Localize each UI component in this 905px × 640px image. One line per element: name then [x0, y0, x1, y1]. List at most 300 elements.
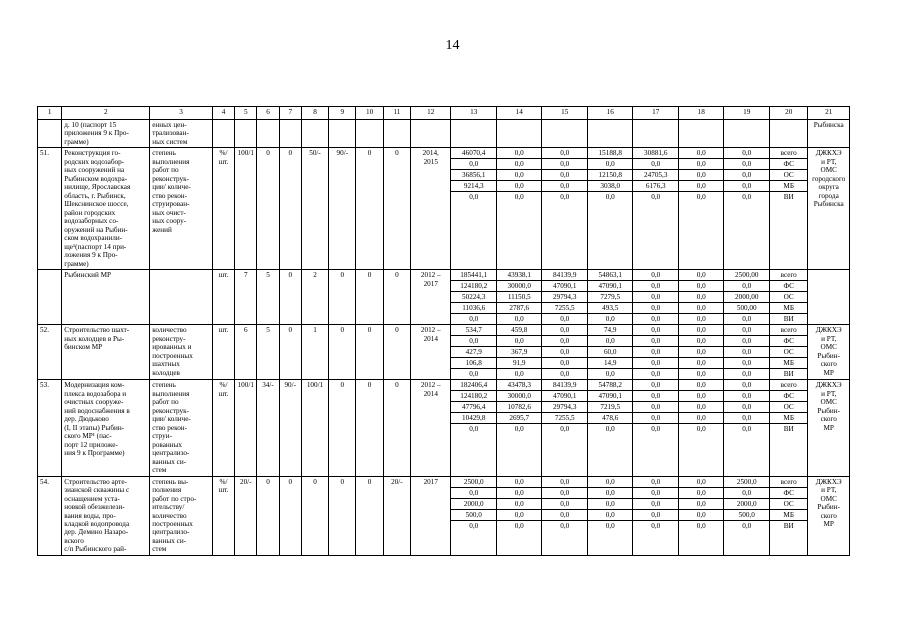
amount-value: 0,0 — [724, 347, 769, 358]
funding-amount — [678, 476, 724, 555]
amount-value: 29794,3 — [542, 292, 587, 303]
amount-value: 0,0 — [560, 315, 570, 324]
target-value: 90/- — [279, 380, 301, 476]
funding-amount — [633, 476, 679, 555]
funding-amount — [542, 270, 588, 325]
amount-value: 24705,3 — [633, 170, 678, 181]
amount-value: 47090,1 — [542, 391, 587, 402]
amount-value: 0,0 — [696, 370, 706, 379]
unit: %/шт. — [212, 148, 234, 270]
funding-amount — [451, 270, 497, 325]
target-value: 100/1 — [235, 380, 257, 476]
funding-amount — [724, 476, 770, 555]
amount-value: 0,0 — [451, 159, 496, 170]
target-value: 0 — [279, 325, 301, 380]
years: 2017 — [411, 476, 451, 555]
amount-value: 0,0 — [633, 499, 678, 510]
funding-amount — [724, 148, 770, 270]
amount-value: 11036,6 — [451, 303, 496, 314]
amount-value: 0,0 — [633, 159, 678, 170]
column-number: 6 — [257, 107, 279, 120]
amount-value: 0,0 — [633, 303, 678, 314]
amount-value: 534,7 — [451, 325, 496, 336]
years: 2014, 2015 — [411, 148, 451, 270]
table-row — [38, 325, 850, 380]
amount-value: 0,0 — [633, 270, 678, 281]
amount-value: 500,0 — [451, 510, 496, 521]
years: 2012 – 2014 — [411, 325, 451, 380]
funding-amount — [724, 270, 770, 325]
amount-value: 0,0 — [651, 193, 661, 202]
amount-value: 0,0 — [588, 477, 633, 488]
column-number-row — [38, 107, 850, 120]
source-label: ВИ — [783, 370, 794, 379]
funding-amount — [678, 380, 724, 476]
amount-value: 0,0 — [724, 170, 769, 181]
source-label: ФС — [770, 391, 807, 402]
amount-value: 0,0 — [633, 336, 678, 347]
amount-value: 0,0 — [696, 193, 706, 202]
amount-value: 0,0 — [633, 477, 678, 488]
amount-value: 0,0 — [469, 425, 479, 434]
funding-amount — [451, 148, 497, 270]
source-label: ВИ — [783, 521, 794, 530]
amount-value: 0,0 — [724, 402, 769, 413]
amount-value: 0,0 — [588, 499, 633, 510]
amount-value: 0,0 — [451, 488, 496, 499]
funding-amount — [496, 270, 542, 325]
amount-value: 500,00 — [724, 303, 769, 314]
amount-value: 0,0 — [469, 370, 479, 379]
amount-value: 0,0 — [633, 292, 678, 303]
source-label: ВИ — [783, 193, 794, 202]
amount-value: 47090,1 — [588, 281, 633, 292]
amount-value: 0,0 — [724, 325, 769, 336]
funding-amount — [633, 270, 679, 325]
page-number: 14 — [445, 38, 460, 53]
funding-amount — [496, 325, 542, 380]
amount-value: 0,0 — [469, 521, 479, 530]
amount-value: 0,0 — [679, 510, 724, 521]
amount-value: 2000,0 — [451, 499, 496, 510]
source-label: ОС — [770, 347, 807, 358]
amount-value: 0,0 — [633, 347, 678, 358]
responsible: ДЖКХЭ и РТ, ОМС Рыбин- ского МР — [808, 476, 850, 555]
amount-value: 0,0 — [588, 488, 633, 499]
column-number: 5 — [235, 107, 257, 120]
amount-value: 0,0 — [497, 336, 542, 347]
amount-value: 0,0 — [605, 521, 615, 530]
amount-value: 0,0 — [542, 499, 587, 510]
unit: шт. — [212, 325, 234, 380]
funding-amount — [633, 148, 679, 270]
amount-value: 0,0 — [497, 170, 542, 181]
row-number: 54. — [38, 476, 62, 555]
target-value: 0 — [279, 476, 301, 555]
amount-value: 0,0 — [542, 347, 587, 358]
program-table — [37, 106, 850, 556]
column-number: 17 — [633, 107, 679, 120]
measure-name: Строительство шахт- ных колодцев в Ры- бинском МР — [62, 325, 150, 380]
amount-value: 2000,00 — [724, 292, 769, 303]
amount-value: 7255,5 — [542, 303, 587, 314]
amount-value: 0,0 — [542, 510, 587, 521]
amount-value: 0,0 — [651, 521, 661, 530]
amount-value: 0,0 — [633, 380, 678, 391]
indicator: степень выполнения работ по реконструк- ции/ количе- ство рекон- струирован- ных очист- ных соору- жений — [150, 148, 213, 270]
amount-value: 84139,9 — [542, 380, 587, 391]
amount-value: 0,0 — [742, 193, 752, 202]
amount-value: 0,0 — [605, 425, 615, 434]
source-label: всего — [770, 325, 807, 336]
amount-value: 0,0 — [588, 336, 633, 347]
amount-value: 0,0 — [633, 325, 678, 336]
amount-value: 0,0 — [605, 315, 615, 324]
amount-value: 0,0 — [514, 425, 524, 434]
funding-amount — [633, 325, 679, 380]
amount-value: 106,8 — [451, 358, 496, 369]
source-label: ФС — [770, 159, 807, 170]
amount-value: 0,0 — [724, 413, 769, 424]
amount-value: 2000,0 — [724, 499, 769, 510]
amount-value: 0,0 — [514, 315, 524, 324]
amount-value: 14,9 — [588, 358, 633, 369]
amount-value: 2500,0 — [451, 477, 496, 488]
amount-value: 0,0 — [679, 292, 724, 303]
amount-value: 459,8 — [497, 325, 542, 336]
source-label: ФС — [770, 488, 807, 499]
funding-amount — [587, 270, 633, 325]
measure-name: Строительство арте- зианской скважины с оснащением уста- новкой обезжелези- вания воды, про- кладкой водопровода дер. Демино Назаро- вского с/п Рыбинского рай- — [62, 476, 150, 555]
amount-value: 0,0 — [679, 325, 724, 336]
amount-value: 2500,00 — [724, 270, 769, 281]
target-value: 5 — [257, 270, 279, 325]
cell-no — [38, 120, 62, 148]
amount-value: 0,0 — [605, 370, 615, 379]
target-value: 90/- — [329, 148, 356, 270]
amount-value: 0,0 — [679, 413, 724, 424]
indicator — [150, 270, 213, 325]
funding-source — [769, 476, 807, 555]
target-value: 7 — [235, 270, 257, 325]
amount-value: 0,0 — [497, 159, 542, 170]
column-number: 8 — [301, 107, 328, 120]
indicator: степень выполнения работ по реконструк- ции/ количе- ство рекон- струи- рованных централизо- ванных си- стем — [150, 380, 213, 476]
table-row — [38, 476, 850, 555]
amount-value: 0,0 — [633, 402, 678, 413]
source-label: ОС — [770, 402, 807, 413]
amount-value: 367,9 — [497, 347, 542, 358]
source-label: ОС — [770, 499, 807, 510]
funding-amount — [451, 476, 497, 555]
amount-value: 0,0 — [651, 370, 661, 379]
column-number: 2 — [62, 107, 150, 120]
amount-value: 15188,8 — [588, 148, 633, 159]
responsible: ДЖКХЭ и РТ, ОМС Рыбин- ского МР — [808, 325, 850, 380]
column-number: 13 — [451, 107, 497, 120]
target-value: 0 — [279, 148, 301, 270]
amount-value: 500,0 — [724, 510, 769, 521]
amount-value: 0,0 — [497, 499, 542, 510]
source-label: ВИ — [783, 315, 794, 324]
funding-amount — [496, 380, 542, 476]
column-number: 15 — [542, 107, 588, 120]
unit: шт. — [212, 270, 234, 325]
row-number — [38, 270, 62, 325]
amount-value: 0,0 — [560, 425, 570, 434]
amount-value: 47796,4 — [451, 402, 496, 413]
amount-value: 6176,3 — [633, 181, 678, 192]
target-value: 0 — [329, 380, 356, 476]
amount-value: 0,0 — [724, 358, 769, 369]
amount-value: 0,0 — [724, 281, 769, 292]
amount-value: 29794,3 — [542, 402, 587, 413]
amount-value: 43938,1 — [497, 270, 542, 281]
responsible: ДЖКХЭ и РТ, ОМС городского округа города Рыбинска — [808, 148, 850, 270]
funding-amount — [678, 270, 724, 325]
amount-value: 0,0 — [560, 521, 570, 530]
amount-value: 84139,9 — [542, 270, 587, 281]
amount-value: 0,0 — [724, 336, 769, 347]
column-number: 3 — [150, 107, 213, 120]
amount-value: 0,0 — [679, 402, 724, 413]
amount-value: 0,0 — [679, 270, 724, 281]
amount-value: 54788,2 — [588, 380, 633, 391]
amount-value: 0,0 — [679, 148, 724, 159]
amount-value: 0,0 — [451, 336, 496, 347]
row-number: 51. — [38, 148, 62, 270]
amount-value: 0,0 — [497, 510, 542, 521]
funding-amount — [678, 325, 724, 380]
amount-value: 91,9 — [497, 358, 542, 369]
amount-value: 0,0 — [633, 391, 678, 402]
amount-value: 0,0 — [497, 488, 542, 499]
source-label: всего — [770, 148, 807, 159]
amount-value: 124180,2 — [451, 391, 496, 402]
amount-value: 0,0 — [469, 315, 479, 324]
amount-value: 0,0 — [742, 425, 752, 434]
amount-value: 0,0 — [514, 370, 524, 379]
amount-value: 12150,8 — [588, 170, 633, 181]
target-value: 34/- — [257, 380, 279, 476]
amount-value: 0,0 — [679, 499, 724, 510]
amount-value: 0,0 — [742, 370, 752, 379]
amount-value: 0,0 — [542, 159, 587, 170]
amount-value: 0,0 — [497, 148, 542, 159]
amount-value: 50224,3 — [451, 292, 496, 303]
amount-value: 0,0 — [679, 380, 724, 391]
amount-value: 0,0 — [633, 358, 678, 369]
amount-value: 0,0 — [679, 170, 724, 181]
source-label: ВИ — [783, 425, 794, 434]
amount-value: 9214,3 — [451, 181, 496, 192]
row-number: 53. — [38, 380, 62, 476]
measure-name: Рыбинский МР — [62, 270, 150, 325]
column-number: 12 — [411, 107, 451, 120]
target-value: 0 — [356, 270, 383, 325]
column-number: 18 — [678, 107, 724, 120]
amount-value: 0,0 — [542, 488, 587, 499]
amount-value: 0,0 — [724, 380, 769, 391]
amount-value: 0,0 — [560, 370, 570, 379]
amount-value: 0,0 — [724, 159, 769, 170]
source-label: всего — [770, 477, 807, 488]
amount-value: 0,0 — [542, 170, 587, 181]
amount-value: 30881,6 — [633, 148, 678, 159]
column-number: 19 — [724, 107, 770, 120]
amount-value: 0,0 — [742, 521, 752, 530]
amount-value: 0,0 — [724, 391, 769, 402]
responsible: ДЖКХЭ и РТ, ОМС Рыбин- ского МР — [808, 380, 850, 476]
funding-amount — [587, 148, 633, 270]
column-number: 4 — [212, 107, 234, 120]
target-value: 20/- — [235, 476, 257, 555]
funding-source — [769, 325, 807, 380]
amount-value: 54863,1 — [588, 270, 633, 281]
source-label: МБ — [770, 358, 807, 369]
target-value: 0 — [279, 270, 301, 325]
funding-amount — [451, 325, 497, 380]
funding-source — [769, 148, 807, 270]
responsible — [808, 270, 850, 325]
amount-value: 46070,4 — [451, 148, 496, 159]
amount-value: 0,0 — [679, 358, 724, 369]
amount-value: 0,0 — [679, 181, 724, 192]
amount-value: 0,0 — [542, 148, 587, 159]
funding-amount — [587, 325, 633, 380]
amount-value: 0,0 — [542, 477, 587, 488]
amount-value: 36856,1 — [451, 170, 496, 181]
amount-value: 0,0 — [679, 347, 724, 358]
source-label: всего — [770, 380, 807, 391]
amount-value: 47090,1 — [542, 281, 587, 292]
row-number: 52. — [38, 325, 62, 380]
funding-source — [769, 380, 807, 476]
continuation-row — [38, 120, 850, 148]
amount-value: 0,0 — [542, 358, 587, 369]
source-label: ФС — [770, 281, 807, 292]
funding-amount — [633, 380, 679, 476]
amount-value: 182406,4 — [451, 380, 496, 391]
target-value: 0 — [329, 270, 356, 325]
source-label: всего — [770, 270, 807, 281]
amount-value: 0,0 — [514, 193, 524, 202]
measure-name: Реконструкция го- родских водозабор- ных сооружений на Рыбинском водохра- нилище, Ярославская область, г. Рыбинск, Шекснинское шоссе, район городских водозаборных со- оружений на Рыбин- ском водохранили- ще¹(паспорт 14 при- ложения 9 к Про- грамме) — [62, 148, 150, 270]
years: 2012 – 2014 — [411, 380, 451, 476]
target-value: 0 — [356, 325, 383, 380]
source-label: ОС — [770, 292, 807, 303]
amount-value: 0,0 — [497, 477, 542, 488]
table-row — [38, 270, 850, 325]
amount-value: 185441,1 — [451, 270, 496, 281]
amount-value: 0,0 — [679, 488, 724, 499]
funding-amount — [496, 148, 542, 270]
amount-value: 0,0 — [724, 488, 769, 499]
funding-amount — [724, 325, 770, 380]
amount-value: 10429,8 — [451, 413, 496, 424]
source-label: МБ — [770, 413, 807, 424]
amount-value: 0,0 — [742, 315, 752, 324]
target-value: 0 — [329, 476, 356, 555]
amount-value: 74,9 — [588, 325, 633, 336]
amount-value: 124180,2 — [451, 281, 496, 292]
amount-value: 0,0 — [696, 315, 706, 324]
years: 2012 – 2017 — [411, 270, 451, 325]
amount-value: 0,0 — [514, 521, 524, 530]
target-value: 0 — [301, 476, 328, 555]
amount-value: 0,0 — [542, 336, 587, 347]
target-value: 20/- — [383, 476, 410, 555]
source-label: МБ — [770, 510, 807, 521]
funding-amount — [542, 325, 588, 380]
column-number: 9 — [329, 107, 356, 120]
funding-amount — [542, 380, 588, 476]
amount-value: 0,0 — [542, 181, 587, 192]
amount-value: 0,0 — [679, 336, 724, 347]
amount-value: 0,0 — [696, 521, 706, 530]
funding-amount — [587, 476, 633, 555]
amount-value: 0,0 — [633, 281, 678, 292]
amount-value: 0,0 — [724, 181, 769, 192]
amount-value: 0,0 — [560, 193, 570, 202]
funding-amount — [542, 476, 588, 555]
amount-value: 2695,7 — [497, 413, 542, 424]
amount-value: 0,0 — [696, 425, 706, 434]
amount-value: 0,0 — [469, 193, 479, 202]
cell-name: д. 10 (паспорт 15 приложения 9 к Про- грамме) — [62, 120, 150, 148]
amount-value: 0,0 — [633, 510, 678, 521]
amount-value: 0,0 — [633, 488, 678, 499]
funding-amount — [678, 148, 724, 270]
amount-value: 0,0 — [679, 281, 724, 292]
target-value: 0 — [356, 476, 383, 555]
amount-value: 0,0 — [679, 159, 724, 170]
cell-indicator: енных цен- трализован- ных систем — [150, 120, 213, 148]
source-label: МБ — [770, 181, 807, 192]
amount-value: 0,0 — [679, 303, 724, 314]
amount-value: 7219,5 — [588, 402, 633, 413]
source-label: ФС — [770, 336, 807, 347]
target-value: 0 — [356, 380, 383, 476]
amount-value: 0,0 — [605, 193, 615, 202]
target-value: 6 — [235, 325, 257, 380]
table-row — [38, 380, 850, 476]
funding-amount — [724, 380, 770, 476]
table-row — [38, 148, 850, 270]
column-number: 20 — [769, 107, 807, 120]
funding-amount — [587, 380, 633, 476]
amount-value: 0,0 — [679, 391, 724, 402]
amount-value: 11150,5 — [497, 292, 542, 303]
funding-source — [769, 270, 807, 325]
amount-value: 10782,6 — [497, 402, 542, 413]
amount-value: 0,0 — [588, 510, 633, 521]
column-number: 1 — [38, 107, 62, 120]
amount-value: 60,0 — [588, 347, 633, 358]
target-value: 0 — [383, 270, 410, 325]
amount-value: 0,0 — [679, 477, 724, 488]
target-value: 2 — [301, 270, 328, 325]
target-value: 100/1 — [301, 380, 328, 476]
funding-amount — [451, 380, 497, 476]
amount-value: 30000,0 — [497, 281, 542, 292]
amount-value: 478,6 — [588, 413, 633, 424]
amount-value: 0,0 — [588, 159, 633, 170]
column-number: 16 — [587, 107, 633, 120]
target-value: 50/- — [301, 148, 328, 270]
source-label: ОС — [770, 170, 807, 181]
column-number: 11 — [383, 107, 410, 120]
